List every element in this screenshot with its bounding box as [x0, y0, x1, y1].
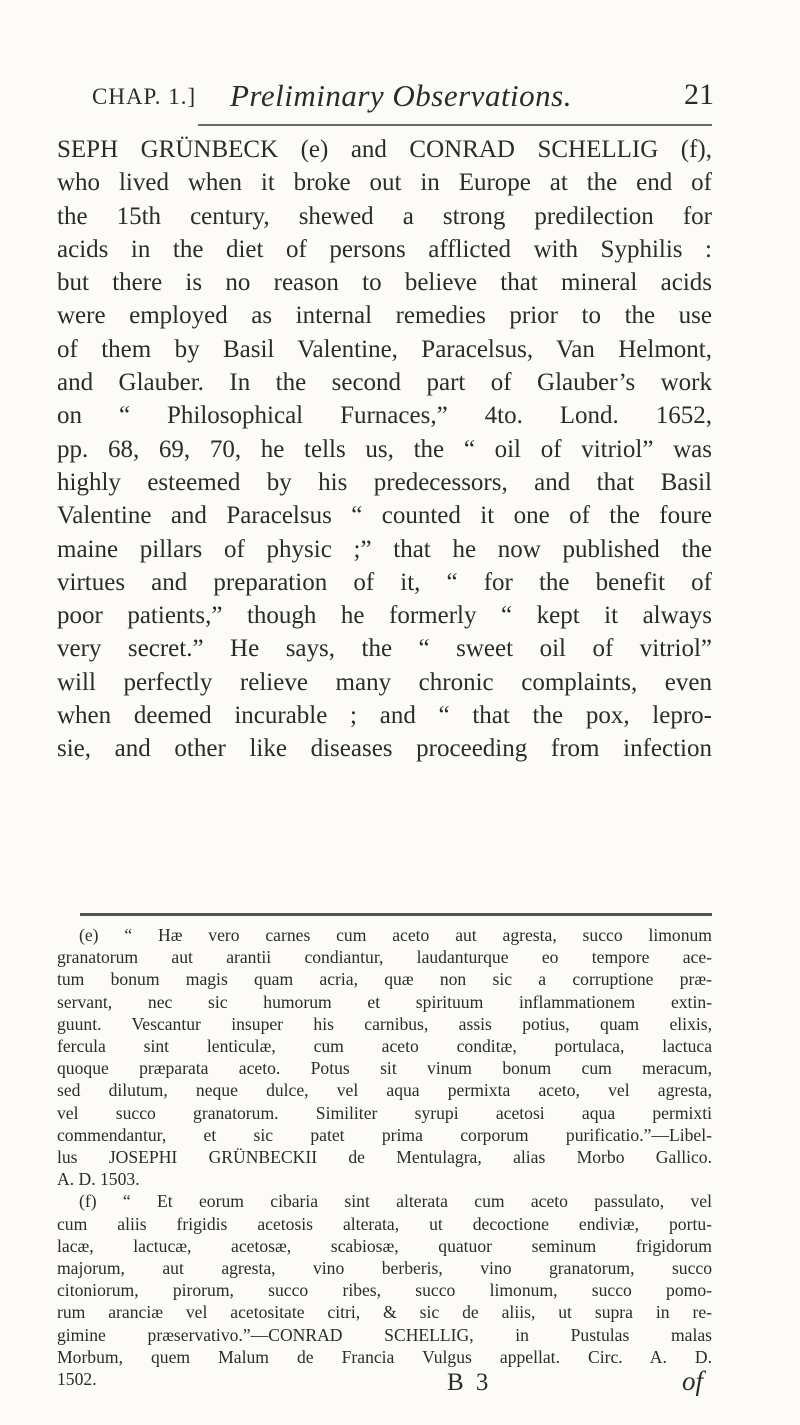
catchword: of [682, 1366, 704, 1396]
footnote-line: (e) “ Hæ vero carnes cum aceto aut agresta, succo limonum [79, 925, 712, 945]
running-head [92, 76, 714, 116]
footnote-line: tum bonum magis quam acria, quæ non sic a corruptione præ- [57, 969, 712, 990]
body-line: SEPH GRÜNBECK (e) and CONRAD SCHELLIG (f), [57, 136, 712, 163]
body-line: and Glauber. In the second part of Glauber’s work [57, 369, 712, 397]
body-line: very secret.” He says, the “ sweet oil of vitriol” [57, 635, 712, 663]
footnote-line: vel succo granatorum. Similiter syrupi acetosi aqua permixti [57, 1102, 712, 1123]
body-line: acids in the diet of persons afflicted with Syphilis : [57, 235, 712, 263]
footnote-line: lacæ, lactucæ, acetosæ, scabiosæ, quatuor seminum frigidorum [57, 1235, 712, 1256]
footnote-rule [80, 913, 712, 916]
footnote-line: Morbum, quem Malum de Francia Vulgus appellat. Circ. A. D. [57, 1346, 712, 1367]
body-line: will perfectly relieve many chronic complaints, even [57, 668, 712, 696]
body-line: maine pillars of physic ;” that he now published the [57, 535, 712, 563]
body-line: Valentine and Paracelsus “ counted it one of the foure [57, 502, 712, 530]
body-line: on “ Philosophical Furnaces,” 4to. Lond. 1652, [57, 402, 712, 430]
footnote-line: A. D. 1503. [57, 1169, 140, 1190]
body-line: poor patients,” though he formerly “ kept it always [57, 602, 712, 630]
body-line: virtues and preparation of it, “ for the benefit of [57, 568, 712, 596]
body-text [57, 133, 712, 766]
footnote-line: lus JOSEPHI GRÜNBECKII de Mentulagra, alias Morbo Gallico. [57, 1147, 712, 1168]
body-line: were employed as internal remedies prior to the use [57, 302, 712, 330]
body-line: sie, and other like diseases proceeding from infection [57, 735, 712, 763]
body-line: but there is no reason to believe that mineral acids [57, 269, 712, 297]
footnote-line: commendantur, et sic patet prima corporum purificatio.”—Libel- [57, 1124, 712, 1145]
footnote-line: gimine præservativo.”—CONRAD SCHELLIG, in Pustulas malas [57, 1324, 712, 1345]
footnote-line: sed dilutum, neque dulce, vel aqua permixta aceto, vel agresta, [57, 1080, 712, 1101]
footnote-line: quoque præparata aceto. Potus sit vinum bonum cum meracum, [57, 1058, 712, 1079]
body-line: of them by Basil Valentine, Paracelsus, Van Helmont, [57, 335, 712, 363]
body-line: when deemed incurable ; and “ that the pox, lepro- [57, 702, 712, 730]
footnote-line: guunt. Vescantur insuper his carnibus, assis potius, quam elixis, [57, 1013, 712, 1034]
footnote-line: (f) “ Et eorum cibaria sint alterata cum aceto passulato, vel [79, 1191, 712, 1212]
footnotes [57, 924, 712, 1390]
body-line: pp. 68, 69, 70, he tells us, the “ oil of vitriol” was [57, 435, 712, 463]
chapter-label: CHAP. 1.] [92, 84, 197, 109]
signature-mark: B 3 [447, 1369, 492, 1396]
footnote-line: majorum, aut agresta, vino berberis, vino granatorum, succo [57, 1258, 712, 1279]
footnote-line: granatorum aut arantii condiantur, laudanturque eo tempore ace- [57, 947, 712, 968]
footnote-line: cum aliis frigidis acetosis alterata, ut decoctione endiviæ, portu- [57, 1213, 712, 1234]
body-line: who lived when it broke out in Europe at the end of [57, 169, 712, 197]
header-rule [198, 124, 712, 126]
footnote-line: 1502. [57, 1369, 97, 1390]
footnote-line: rum aranciæ vel acetositate citri, & sic de aliis, ut supra in re- [57, 1302, 712, 1323]
footnote-line: citoniorum, pirorum, succo ribes, succo limonum, succo pomo- [57, 1280, 712, 1301]
body-line: the 15th century, shewed a strong predilection for [57, 202, 712, 230]
page-title: Preliminary Observations. [230, 78, 572, 113]
footnote-line: servant, nec sic humorum et spirituum inflammationem extin- [57, 991, 712, 1012]
page-number: 21 [684, 78, 714, 111]
body-line: highly esteemed by his predecessors, and that Basil [57, 468, 712, 496]
footnote-line: fercula sint lenticulæ, cum aceto conditæ, portulaca, lactuca [57, 1036, 712, 1057]
